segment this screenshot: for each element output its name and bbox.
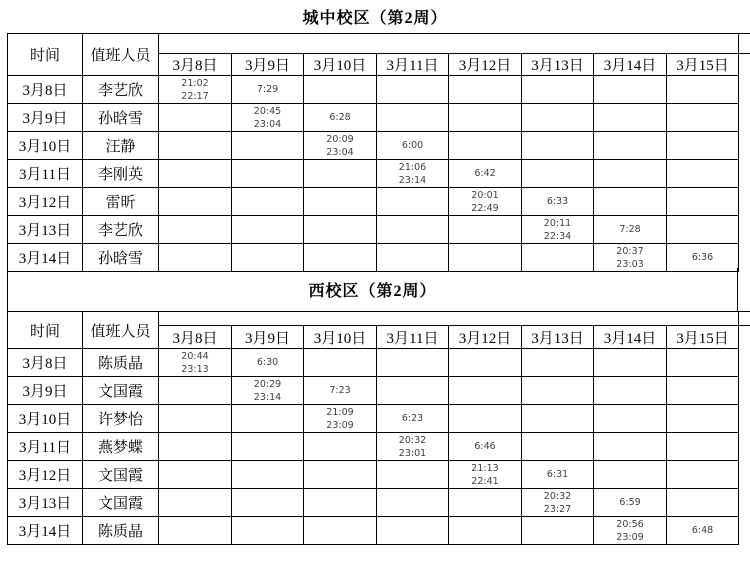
- duty-time-cell: [667, 216, 739, 244]
- duty-time-cell: [522, 349, 594, 377]
- duty-time-cell: [232, 489, 304, 517]
- duty-time-cell: [232, 132, 304, 160]
- row-date-cell: 3月8日: [8, 349, 83, 377]
- table-row: [8, 461, 739, 489]
- row-date-cell: 3月8日: [8, 76, 83, 104]
- header-date: 3月8日: [159, 326, 232, 349]
- duty-time-cell: [159, 160, 232, 188]
- duty-time-cell: [667, 349, 739, 377]
- duty-time-cell: 20:11 22:34: [522, 216, 594, 244]
- header-date: 3月9日: [232, 326, 304, 349]
- duty-time-cell: 6:48: [667, 517, 739, 545]
- duty-time-cell: 20:01 22:49: [449, 188, 522, 216]
- header-date: 3月15日: [667, 326, 739, 349]
- row-date-cell: 3月14日: [8, 244, 83, 272]
- header-date: 3月10日: [304, 326, 377, 349]
- header-date: 3月14日: [594, 54, 667, 76]
- gridline-extension: [738, 325, 750, 326]
- duty-time-cell: [594, 160, 667, 188]
- duty-time-cell: [232, 160, 304, 188]
- table-row: [8, 76, 739, 104]
- duty-time-cell: [304, 76, 377, 104]
- duty-time-cell: [159, 517, 232, 545]
- duty-time-cell: 20:56 23:09: [594, 517, 667, 545]
- duty-time-cell: 20:37 23:03: [594, 244, 667, 272]
- duty-time-cell: [449, 405, 522, 433]
- person-cell: 李刚英: [83, 160, 159, 188]
- duty-time-cell: [449, 216, 522, 244]
- duty-time-cell: [522, 517, 594, 545]
- person-cell: 孙晗雪: [83, 244, 159, 272]
- table-row: [8, 188, 739, 216]
- header-time: 时间: [8, 34, 83, 76]
- duty-time-cell: [232, 461, 304, 489]
- duty-time-cell: [667, 433, 739, 461]
- duty-time-cell: 20:45 23:04: [232, 104, 304, 132]
- table-row: [8, 104, 739, 132]
- duty-time-cell: [159, 461, 232, 489]
- header-spacer-row: [8, 312, 739, 326]
- campus2-schedule-table: [7, 311, 739, 545]
- duty-time-cell: [159, 216, 232, 244]
- duty-time-cell: [304, 489, 377, 517]
- header-date: 3月14日: [594, 326, 667, 349]
- duty-time-cell: 7:28: [594, 216, 667, 244]
- duty-time-cell: [667, 104, 739, 132]
- header-date: 3月10日: [304, 54, 377, 76]
- duty-time-cell: 21:02 22:17: [159, 76, 232, 104]
- header-person: 值班人员: [83, 312, 159, 349]
- row-date-cell: 3月9日: [8, 377, 83, 405]
- duty-time-cell: 6:00: [377, 132, 449, 160]
- duty-time-cell: [232, 405, 304, 433]
- duty-time-cell: [594, 349, 667, 377]
- duty-time-cell: [377, 377, 449, 405]
- duty-time-cell: 20:44 23:13: [159, 349, 232, 377]
- duty-time-cell: 7:23: [304, 377, 377, 405]
- duty-time-cell: [232, 216, 304, 244]
- duty-time-cell: 20:32 23:01: [377, 433, 449, 461]
- duty-time-cell: [667, 160, 739, 188]
- header-date: 3月12日: [449, 54, 522, 76]
- header-spacer-row: [8, 34, 739, 54]
- duty-time-cell: 21:09 23:09: [304, 405, 377, 433]
- duty-time-cell: 20:29 23:14: [232, 377, 304, 405]
- duty-time-cell: [449, 132, 522, 160]
- campus1-title: 城中校区（第2周）: [302, 10, 448, 27]
- duty-time-cell: [304, 461, 377, 489]
- table-row: [8, 517, 739, 545]
- duty-time-cell: [594, 132, 667, 160]
- duty-time-cell: 6:46: [449, 433, 522, 461]
- row-date-cell: 3月10日: [8, 132, 83, 160]
- duty-time-cell: [667, 377, 739, 405]
- table-row: [8, 405, 739, 433]
- duty-time-cell: [594, 377, 667, 405]
- duty-time-cell: 6:33: [522, 188, 594, 216]
- duty-time-cell: [522, 405, 594, 433]
- person-cell: 陈质晶: [83, 349, 159, 377]
- duty-time-cell: [377, 517, 449, 545]
- duty-time-cell: [377, 188, 449, 216]
- header-date: 3月13日: [522, 54, 594, 76]
- duty-time-cell: [304, 188, 377, 216]
- duty-time-cell: [594, 433, 667, 461]
- header-date: 3月11日: [377, 54, 449, 76]
- duty-time-cell: [449, 349, 522, 377]
- row-date-cell: 3月13日: [8, 216, 83, 244]
- duty-time-cell: [594, 104, 667, 132]
- duty-time-cell: [449, 377, 522, 405]
- duty-time-cell: [377, 349, 449, 377]
- gridline-extension: [738, 311, 750, 312]
- duty-time-cell: [304, 433, 377, 461]
- duty-time-cell: [232, 188, 304, 216]
- duty-time-cell: [522, 76, 594, 104]
- duty-time-cell: [594, 461, 667, 489]
- person-cell: 孙晗雪: [83, 104, 159, 132]
- duty-time-cell: [377, 216, 449, 244]
- duty-time-cell: 20:32 23:27: [522, 489, 594, 517]
- duty-time-cell: 21:13 22:41: [449, 461, 522, 489]
- duty-time-cell: 6:42: [449, 160, 522, 188]
- person-cell: 雷昕: [83, 188, 159, 216]
- table-row: [8, 489, 739, 517]
- duty-time-cell: [304, 216, 377, 244]
- gridline-extension: [738, 53, 750, 54]
- person-cell: 文国霞: [83, 377, 159, 405]
- duty-time-cell: 6:23: [377, 405, 449, 433]
- duty-time-cell: [667, 405, 739, 433]
- person-cell: 汪静: [83, 132, 159, 160]
- duty-time-cell: [594, 405, 667, 433]
- duty-time-cell: [667, 461, 739, 489]
- row-date-cell: 3月14日: [8, 517, 83, 545]
- duty-time-cell: [304, 160, 377, 188]
- person-cell: 文国霞: [83, 489, 159, 517]
- duty-time-cell: [449, 76, 522, 104]
- row-date-cell: 3月10日: [8, 405, 83, 433]
- duty-time-cell: 6:59: [594, 489, 667, 517]
- duty-time-cell: [377, 461, 449, 489]
- table-row: [8, 349, 739, 377]
- duty-time-cell: [232, 433, 304, 461]
- duty-time-cell: [667, 188, 739, 216]
- duty-time-cell: 6:36: [667, 244, 739, 272]
- duty-time-cell: 6:28: [304, 104, 377, 132]
- campus2-title: 西校区（第2周）: [7, 268, 738, 311]
- row-date-cell: 3月12日: [8, 461, 83, 489]
- person-cell: 李艺欣: [83, 216, 159, 244]
- header-time: 时间: [8, 312, 83, 349]
- person-cell: 陈质晶: [83, 517, 159, 545]
- duty-time-cell: [522, 104, 594, 132]
- person-cell: 燕梦蝶: [83, 433, 159, 461]
- header-date: 3月12日: [449, 326, 522, 349]
- duty-time-cell: [159, 405, 232, 433]
- person-cell: 文国霞: [83, 461, 159, 489]
- person-cell: 许梦怡: [83, 405, 159, 433]
- duty-time-cell: 20:09 23:04: [304, 132, 377, 160]
- duty-time-cell: [594, 76, 667, 104]
- person-cell: 李艺欣: [83, 76, 159, 104]
- header-date: 3月15日: [667, 54, 739, 76]
- duty-time-cell: 7:29: [232, 76, 304, 104]
- table-row: [8, 377, 739, 405]
- duty-time-cell: [377, 76, 449, 104]
- duty-time-cell: [304, 349, 377, 377]
- duty-time-cell: [667, 489, 739, 517]
- header-date: 3月11日: [377, 326, 449, 349]
- duty-time-cell: [522, 377, 594, 405]
- header-date: 3月8日: [159, 54, 232, 76]
- header-spacer-cell: [159, 312, 739, 326]
- row-date-cell: 3月12日: [8, 188, 83, 216]
- duty-time-cell: 21:06 23:14: [377, 160, 449, 188]
- row-date-cell: 3月13日: [8, 489, 83, 517]
- duty-time-cell: [522, 132, 594, 160]
- row-date-cell: 3月11日: [8, 160, 83, 188]
- row-date-cell: 3月9日: [8, 104, 83, 132]
- duty-time-cell: [304, 517, 377, 545]
- campus1-schedule-table: [7, 33, 739, 272]
- duty-time-cell: [449, 104, 522, 132]
- duty-time-cell: [159, 132, 232, 160]
- duty-time-cell: [159, 104, 232, 132]
- duty-time-cell: [449, 489, 522, 517]
- duty-time-cell: [377, 104, 449, 132]
- duty-time-cell: [667, 76, 739, 104]
- duty-time-cell: [159, 377, 232, 405]
- duty-time-cell: [232, 517, 304, 545]
- duty-time-cell: [159, 188, 232, 216]
- header-spacer-cell: [159, 34, 739, 54]
- duty-time-cell: 6:30: [232, 349, 304, 377]
- duty-time-cell: [522, 160, 594, 188]
- duty-time-cell: 6:31: [522, 461, 594, 489]
- duty-time-cell: [594, 188, 667, 216]
- duty-time-cell: [159, 433, 232, 461]
- row-date-cell: 3月11日: [8, 433, 83, 461]
- table-row: [8, 160, 739, 188]
- table-row: [8, 216, 739, 244]
- duty-time-cell: [449, 517, 522, 545]
- table-row: [8, 132, 739, 160]
- duty-time-cell: [667, 132, 739, 160]
- duty-time-cell: [159, 489, 232, 517]
- header-date: 3月9日: [232, 54, 304, 76]
- header-person: 值班人员: [83, 34, 159, 76]
- gridline-extension: [738, 33, 750, 34]
- duty-time-cell: [522, 433, 594, 461]
- duty-time-cell: [377, 489, 449, 517]
- header-date: 3月13日: [522, 326, 594, 349]
- table-row: [8, 433, 739, 461]
